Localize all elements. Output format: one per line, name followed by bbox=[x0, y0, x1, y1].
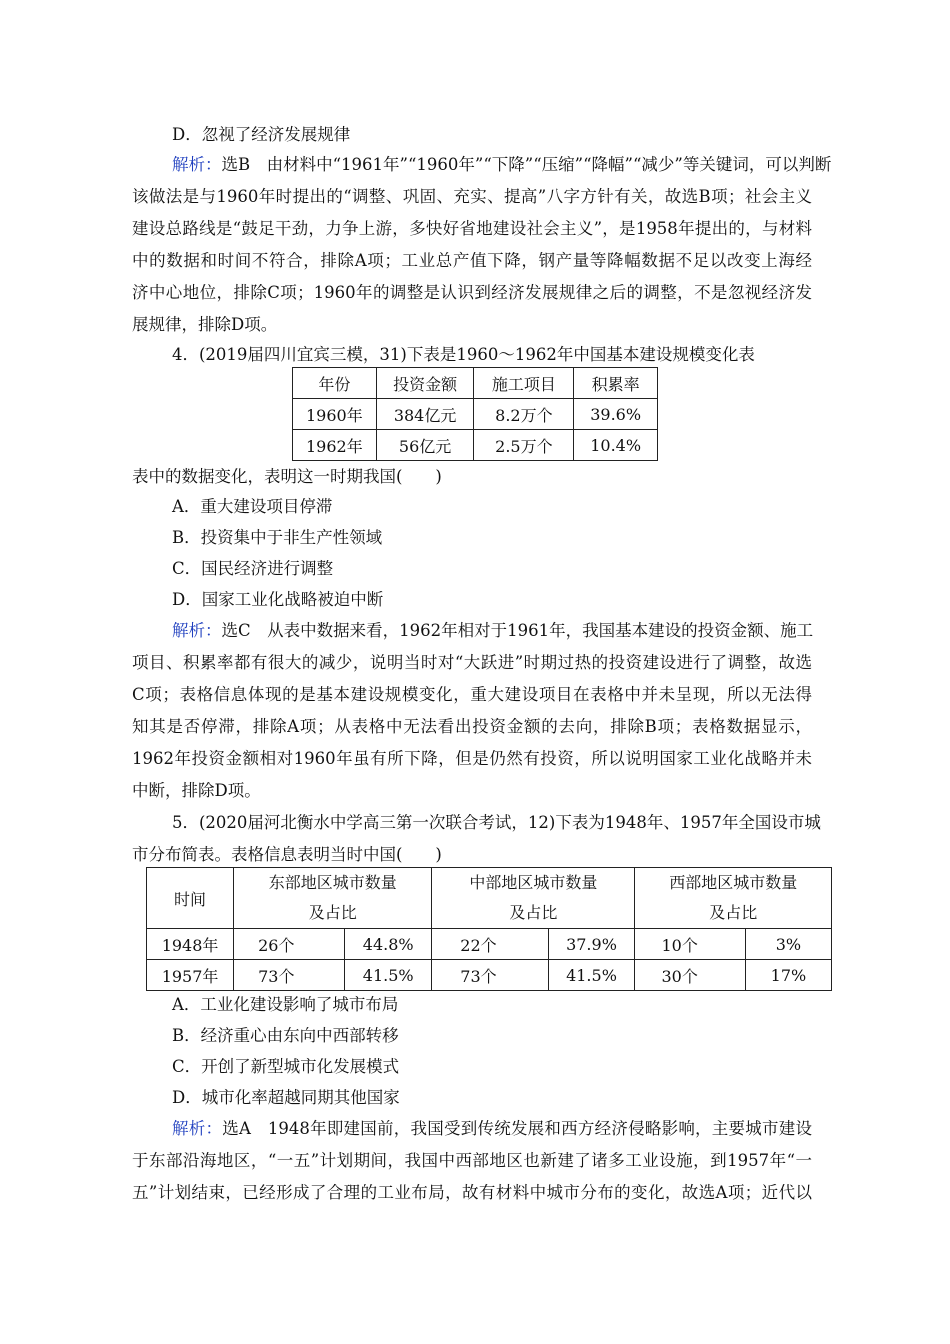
table-cell: 10.4% bbox=[574, 430, 658, 461]
table-header-cell: 施工项目 bbox=[474, 368, 574, 399]
q4-question: 表中的数据变化，表明这一时期我国( ) bbox=[132, 467, 442, 486]
table-cell: 73个 bbox=[432, 960, 548, 991]
q4-analysis-line-6: 中断，排除D项。 bbox=[132, 781, 261, 800]
q5-analysis-line-2: 于东部沿海地区，“一五”计划期间，我国中西部地区也新建了诸多工业设施，到1957年“一 bbox=[132, 1151, 812, 1170]
q5-option-d: D．城市化率超越同期其他国家 bbox=[172, 1088, 400, 1107]
table-cell: 3% bbox=[745, 929, 831, 960]
table-cell: 73个 bbox=[234, 960, 345, 991]
q5-stem-line-2: 市分布简表。表格信息表明当时中国( ) bbox=[132, 845, 442, 864]
table-row bbox=[147, 960, 832, 991]
prev-option-d: D．忽视了经济发展规律 bbox=[172, 125, 351, 144]
table-row bbox=[293, 399, 658, 430]
q4-stem: 4．(2019届四川宜宾三模，31)下表是1960～1962年中国基本建设规模变化表 bbox=[172, 345, 755, 364]
prev-analysis-line-5: 济中心地位，排除C项；1960年的调整是认识到经济发展规律之后的调整，不是忽视经济发 bbox=[132, 283, 812, 302]
q4-option-c: C．国民经济进行调整 bbox=[172, 559, 334, 578]
prev-analysis-line-2: 该做法是与1960年时提出的“调整、巩固、充实、提高”八字方针有关，故选B项；社会主义 bbox=[132, 187, 812, 206]
q4-option-b: B．投资集中于非生产性领域 bbox=[172, 528, 383, 547]
table-cell: 17% bbox=[745, 960, 831, 991]
table-row bbox=[147, 929, 832, 960]
header-line: 中部地区城市数量 bbox=[469, 873, 598, 892]
table-cell: 37.9% bbox=[548, 929, 635, 960]
analysis-label: 解析： bbox=[172, 1119, 223, 1138]
table-header-cell: 投资金额 bbox=[376, 368, 474, 399]
table-cell: 41.5% bbox=[548, 960, 635, 991]
q4-option-a: A．重大建设项目停滞 bbox=[172, 497, 333, 516]
table-cell: 8.2万个 bbox=[474, 399, 574, 430]
table-cell: 41.5% bbox=[345, 960, 432, 991]
prev-analysis-line-4: 中的数据和时间不符合，排除A项；工业总产值下降，钢产量等降幅数据不足以改变上海经 bbox=[132, 251, 812, 270]
table-header-cell: 年份 bbox=[293, 368, 377, 399]
table-header-cell bbox=[635, 868, 832, 929]
table-cell: 1957年 bbox=[147, 960, 234, 991]
q4-option-d: D．国家工业化战略被迫中断 bbox=[172, 590, 384, 609]
analysis-label: 解析： bbox=[172, 621, 222, 640]
header-line: 及占比 bbox=[709, 903, 758, 922]
q4-analysis-line-5: 1962年投资金额相对1960年虽有所下降，但是仍然有投资，所以说明国家工业化战略并未 bbox=[132, 749, 812, 768]
prev-analysis-line-6: 展规律，排除D项。 bbox=[132, 315, 278, 334]
table-header-cell: 积累率 bbox=[574, 368, 658, 399]
prev-analysis-line-1 bbox=[172, 155, 832, 175]
table-cell: 384亿元 bbox=[376, 399, 474, 430]
table-cell: 30个 bbox=[635, 960, 745, 991]
q5-option-a: A．工业化建设影响了城市布局 bbox=[172, 995, 399, 1014]
table-header-cell bbox=[432, 868, 635, 929]
analysis-text: 选A 1948年即建国前，我国受到传统发展和西方经济侵略影响，主要城市建设 bbox=[222, 1119, 812, 1138]
analysis-text: 选C 从表中数据来看，1962年相对于1961年，我国基本建设的投资金额、施工 bbox=[221, 621, 814, 640]
header-line: 及占比 bbox=[308, 903, 357, 922]
analysis-label: 解析： bbox=[172, 155, 222, 174]
table-cell: 1948年 bbox=[147, 929, 234, 960]
q5-stem-line-1: 5．(2020届河北衡水中学高三第一次联合考试，12)下表为1948年、1957年全国设市城 bbox=[172, 813, 821, 832]
table-cell: 1962年 bbox=[293, 430, 377, 461]
table-cell: 2.5万个 bbox=[474, 430, 574, 461]
analysis-text: 选B 由材料中“1961年”“1960年”“下降”“压缩”“降幅”“减少”等关键词，可以判断 bbox=[221, 155, 832, 174]
table-cell: 1960年 bbox=[293, 399, 377, 430]
q5-option-b: B．经济重心由东向中西部转移 bbox=[172, 1026, 399, 1045]
table-row bbox=[293, 430, 658, 461]
q4-analysis-line-2: 项目、积累率都有很大的减少，说明当时对“大跃进”时期过热的投资建设进行了调整，故选 bbox=[132, 653, 812, 672]
table-header-cell bbox=[234, 868, 432, 929]
table-cell: 56亿元 bbox=[376, 430, 474, 461]
table-header-cell: 时间 bbox=[147, 868, 234, 929]
table-cell: 44.8% bbox=[345, 929, 432, 960]
header-line: 东部地区城市数量 bbox=[268, 873, 397, 892]
q5-analysis-line-1 bbox=[172, 1119, 812, 1139]
table-cell: 22个 bbox=[432, 929, 548, 960]
q4-analysis-line-1 bbox=[172, 621, 812, 641]
q5-table bbox=[146, 867, 832, 991]
table-row bbox=[293, 368, 658, 399]
q5-option-c: C．开创了新型城市化发展模式 bbox=[172, 1057, 400, 1076]
table-row bbox=[147, 868, 832, 929]
table-cell: 26个 bbox=[234, 929, 345, 960]
table-cell: 10个 bbox=[635, 929, 745, 960]
prev-analysis-line-3: 建设总路线是“鼓足干劲，力争上游，多快好省地建设社会主义”，是1958年提出的，与材料 bbox=[132, 219, 812, 238]
q5-analysis-line-3: 五”计划结束，已经形成了合理的工业布局，故有材料中城市分布的变化，故选A项；近代以 bbox=[132, 1183, 812, 1202]
table-cell: 39.6% bbox=[574, 399, 658, 430]
q4-analysis-line-4: 知其是否停滞，排除A项；从表格中无法看出投资金额的去向，排除B项；表格数据显示， bbox=[132, 717, 812, 736]
q4-table bbox=[292, 367, 658, 461]
header-line: 西部地区城市数量 bbox=[669, 873, 798, 892]
q4-analysis-line-3: C项；表格信息体现的是基本建设规模变化，重大建设项目在表格中并未呈现，所以无法得 bbox=[132, 685, 812, 704]
header-line: 及占比 bbox=[509, 903, 558, 922]
